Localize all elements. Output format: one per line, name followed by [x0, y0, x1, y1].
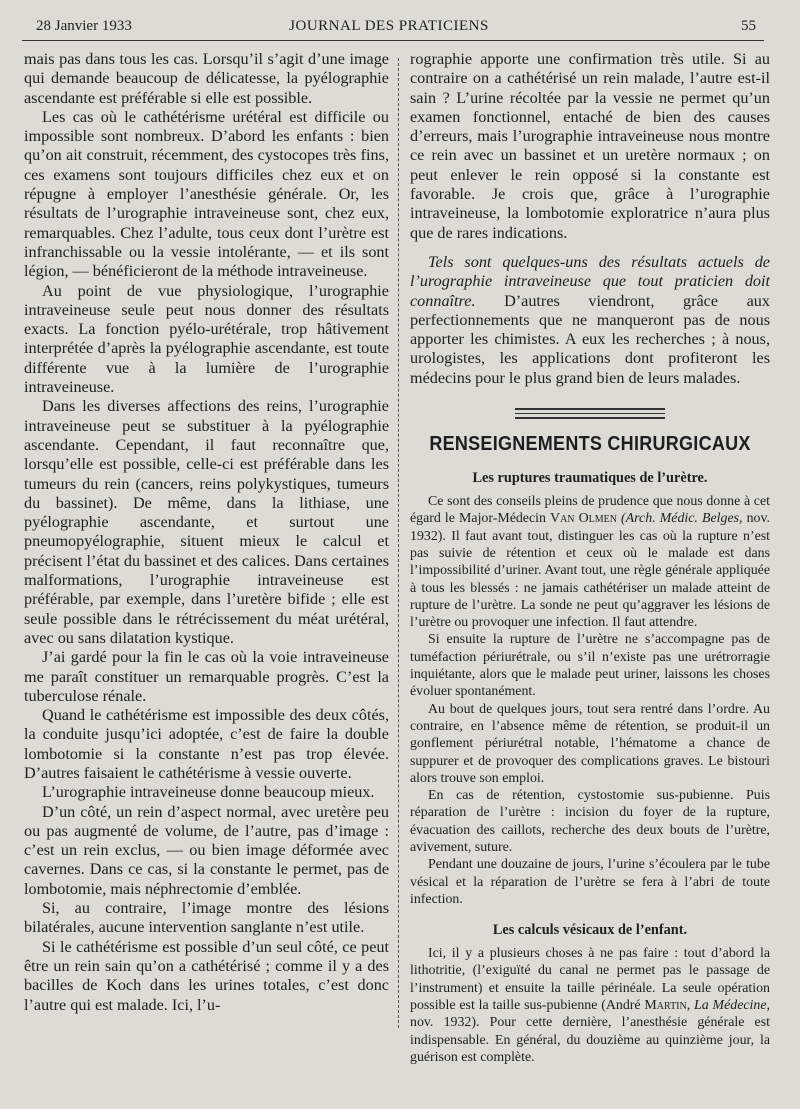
paragraph: rographie apporte une confirmation très utile. Si au contraire on a cathétérisé un rein malade, l’autre est-il sain ? L’urine récoltée par la vessie ne permet qu’un examen fonctionnel, entaché de bien des causes d’erreurs, mais l’urographie intraveineuse nous montre ce rein avec un bassinet et un uretère normaux ; on peut enlever le rein opposé si la constante est favorable. Je crois que, grâce à l’urographie intraveineuse, la lombotomie exploratrice n’aura plus que de rares indications.: [410, 50, 770, 242]
author-name: Martin: [644, 998, 687, 1014]
author-name: Van Olmen: [550, 511, 617, 527]
paragraph: L’urographie intraveineuse donne beaucoup mieux.: [42, 783, 375, 802]
paragraph: J’ai gardé pour la fin le cas où la voie intraveineuse me paraît constituer un remarquable progrès. C’est la tuberculose rénale.: [24, 648, 389, 705]
citation: , La Médecine,: [686, 998, 771, 1014]
text-run: nov. 1932). Il faut avant tout, distinguer les cas où la rupture n’est pas suivie de rétention et ceux où le malade est dans l’impossibilité d’uriner. Avant tout, une règle générale appliquée à tous les blessés : ne jamais cathétériser un malade atteint de rupture de l’urètre. La sonde ne peut qu’aggraver les lésions de l’urètre ou provoquer une infection. Il faut attendre.: [410, 511, 770, 631]
conclusion-paragraph: [410, 253, 770, 388]
paragraph: Quand le cathétérisme est impossible des deux côtés, la conduite jusqu’ici adoptée, c’est de faire la double lombotomie si la constante n’est pas trop élevée. D’autres faisaient le cathétérisme à vessie ouverte.: [24, 706, 389, 782]
paragraph: [410, 945, 770, 1066]
page-number: 55: [741, 18, 756, 34]
text-run: Ici, il y a plusieurs choses à ne pas faire : tout d’abord la lithotritie, (l’exiguïté du canal ne permet pas le passage de l’instrument) et ensuite la taille périnéale. La seule opération possible est la taille sus-pubienne (André: [410, 946, 770, 1014]
paragraph: En cas de rétention, cystostomie sus-pubienne. Puis réparation de l’urètre : incision du foyer de la rupture, évacuation des caillots, recherche des deux bouts de l’urètre, avivement, suture.: [410, 788, 770, 855]
paragraph: Pendant une douzaine de jours, l’urine s’écoulera par le tube vésical et la réparation de l’urètre se fera à l’abri de toute infection.: [410, 857, 770, 907]
paragraph: D’un côté, un rein d’aspect normal, avec uretère peu ou pas augmenté de volume, de l’autre, pas d’image : c’est un rein exclus, — ou bien image déformée avec cavernes. Dans ce cas, si la constante le permet, pas de lombotomie, mais néphrectomie d’emblée.: [24, 802, 389, 898]
paragraph: Dans les diverses affections des reins, l’urographie intraveineuse peut se substituer à la pyélographie ascendante. Cependant, il faut reconnaître que, lorsqu’elle est possible, celle-ci est préférable dans les tumeurs du rein (cancers, reins polykystiques, tumeurs du bassinet). De même, dans la lithiase, une pyélographie ascendante, et surtout une pneumopyélographie, situent mieux le calcul et précisent l’état du bassinet et des calices. Dans certaines malformations, l’urographie intraveineuse est préférable, par exemple, dans l’uretère bifide ; elle est seule possible dans le rétrécissement du méat urétéral, avec ou sans dilatation kystique.: [24, 397, 389, 647]
conclusion-rest: D’autres viendront, grâce aux perfectionnements que ne manqueront pas de nous apporter les chimistes. A eux les recherches ; à nous, urologistes, les applications dont profiteront les médecins pour le plus grand bien de leurs malades.: [410, 291, 770, 387]
paragraph: [410, 493, 770, 631]
right-column: [410, 50, 770, 1066]
journal-title: JOURNAL DES PRATICIENS: [289, 18, 489, 34]
paragraph: Si, au contraire, l’image montre des lésions bilatérales, aucune intervention sanglante n’est utile.: [24, 899, 389, 937]
column-divider: [398, 58, 399, 1028]
paragraph: Au point de vue physiologique, l’urographie intraveineuse seule peut nous donner des résultats exacts. La fonction pyélo-urétérale, trop hâtivement interprétée d’après la pyélographie ascendante, est toute différente vue à la lumière de l’urographie intraveineuse.: [24, 281, 389, 397]
citation: (Arch. Médic. Belges,: [616, 511, 743, 527]
paragraph: Au bout de quelques jours, tout sera rentré dans l’ordre. Au contraire, en l’absence même de rétention, se produit-il un gonflement périurétral notable, l’hématome a chance de suppurer et de provoquer des complications graves. Le bistouri alors trouve son emploi.: [410, 701, 770, 786]
header-date: 28 Janvier 1933: [36, 18, 132, 34]
header-rule: [22, 40, 764, 41]
section-title: RENSEIGNEMENTS CHIRURGICAUX: [429, 433, 751, 456]
left-column: [24, 50, 389, 1015]
section-ornament: [515, 408, 665, 419]
paragraph: Si ensuite la rupture de l’urètre ne s’accompagne pas de tuméfaction périurétrale, ou s’il n’existe pas une urétrorragie inquiétante, alors que le malade peut uriner, laissons les choses évoluer spontanément.: [410, 632, 770, 700]
paragraph: Les cas où le cathétérisme urétéral est difficile ou impossible sont nombreux. D’abord les enfants : bien qu’on ait construit, récemment, des cystocopes très fins, ces examens sont toujours difficiles chez eux et on répugne à employer l’anesthésie générale. Or, les résultats de l’urographie intraveineuse sont, chez eux, remarquables. Chez l’adulte, tous ceux dont l’urètre est infranchissable ou la vessie intolérante, — et ils sont légion, — bénéficieront de la méthode intraveineuse.: [24, 107, 389, 281]
subsection-title: Les calculs vésicaux de l’enfant.: [492, 922, 688, 939]
conclusion-italic: Tels sont quelques-uns des résultats actuels de l’urographie intraveineuse que tout praticien doit connaître.: [410, 252, 770, 310]
page-header: [22, 14, 756, 42]
paragraph: mais pas dans tous les cas. Lorsqu’il s’agit d’une image qui demande beaucoup de délicatesse, la pyélographie ascendante est préférable si elle est possible.: [24, 50, 389, 107]
subsection-title: Les ruptures traumatiques de l’urètre.: [472, 470, 708, 487]
paragraph: Si le cathétérisme est possible d’un seul côté, ce peut être un rein sain qu’on a cathétérisé ; comme il y a des bacilles de Koch dans les urines totales, c’est donc l’autre qui est malade. Ici, l’u-: [24, 937, 389, 1014]
text-run: nov. 1932). Pour cette dernière, l’anesthésie générale est indispensable. En général, du douzième au quinzième jour, la guérison est complète.: [410, 1015, 770, 1065]
text-run: Ce sont des conseils pleins de prudence que nous donne à cet égard le Major-Médecin: [410, 494, 770, 527]
